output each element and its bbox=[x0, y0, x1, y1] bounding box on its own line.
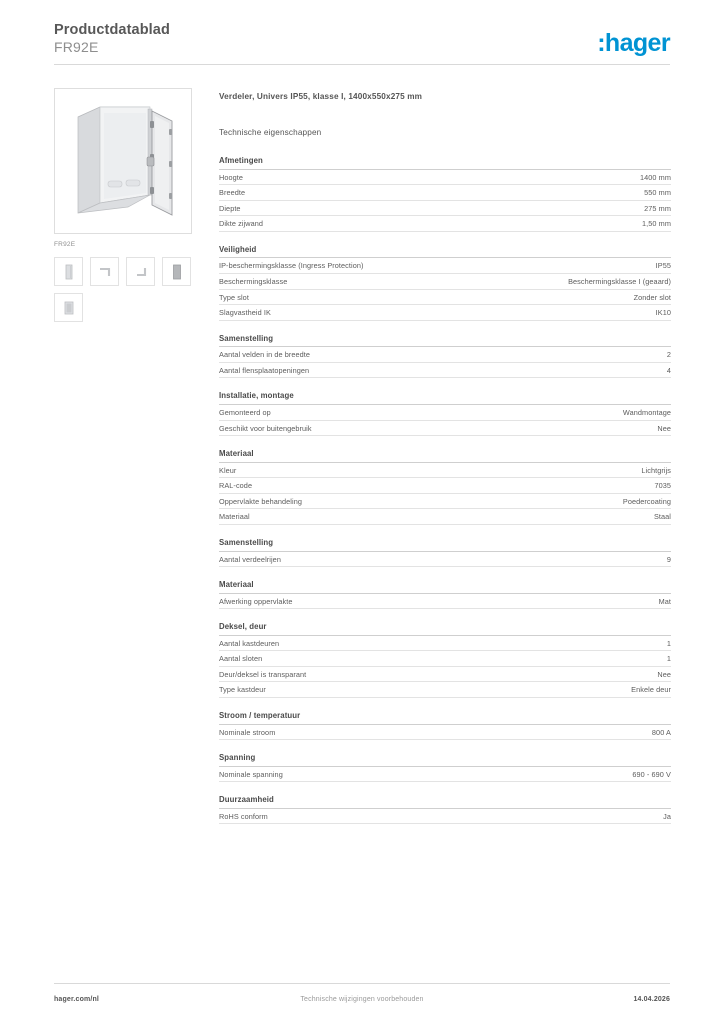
spec-value: Lichtgrijs bbox=[641, 465, 671, 475]
spec-label: Hoogte bbox=[219, 172, 244, 182]
spec-row bbox=[219, 305, 671, 321]
spec-value: 9 bbox=[666, 554, 671, 564]
spec-label: Aantal sloten bbox=[219, 654, 263, 664]
spec-value: Zonder slot bbox=[633, 292, 671, 302]
footer-divider bbox=[54, 983, 670, 984]
spec-group-title: Deksel, deur bbox=[219, 622, 671, 636]
spec-row bbox=[219, 682, 671, 698]
thumbnail-cabinet-door[interactable] bbox=[54, 293, 83, 322]
spec-value: IK10 bbox=[655, 308, 671, 318]
product-image-caption: FR92E bbox=[54, 241, 76, 248]
page-header bbox=[54, 22, 670, 66]
spec-label: Materiaal bbox=[219, 512, 250, 522]
spec-row bbox=[219, 405, 671, 421]
spec-row bbox=[219, 767, 671, 783]
page-footer bbox=[54, 996, 670, 1010]
product-image[interactable] bbox=[54, 88, 192, 234]
spec-row bbox=[219, 170, 671, 186]
spec-label: Dikte zijwand bbox=[219, 219, 264, 229]
footer-date: 14.04.2026 bbox=[633, 996, 670, 1003]
product-name: Verdeler, Univers IP55, klasse I, 1400x550x275 mm bbox=[219, 92, 423, 101]
spec-row bbox=[219, 725, 671, 741]
cabinet-front-icon bbox=[59, 262, 79, 282]
thumbnail-bracket-corner-top[interactable] bbox=[90, 257, 119, 286]
spec-label: Aantal verdeelrijen bbox=[219, 554, 281, 564]
spec-value: Poedercoating bbox=[622, 496, 671, 506]
spec-row bbox=[219, 552, 671, 568]
spec-value: 7035 bbox=[654, 481, 671, 491]
spec-row bbox=[219, 809, 671, 825]
spec-label: RoHS conform bbox=[219, 811, 268, 821]
spec-row bbox=[219, 421, 671, 437]
spec-value: 1,50 mm bbox=[642, 219, 671, 229]
bracket-corner-top-icon bbox=[95, 262, 115, 282]
spec-group bbox=[219, 245, 671, 321]
page-title: Productdatablad bbox=[54, 22, 170, 38]
footer-disclaimer: Technische wijzigingen voorbehouden bbox=[300, 996, 424, 1003]
bracket-corner-bottom-icon bbox=[131, 262, 151, 282]
spec-row bbox=[219, 636, 671, 652]
spec-group bbox=[219, 711, 671, 740]
section-intro: Technische eigenschappen bbox=[219, 128, 322, 137]
spec-row bbox=[219, 509, 671, 525]
spec-value: 690 - 690 V bbox=[632, 769, 671, 779]
spec-row bbox=[219, 258, 671, 274]
spec-group-title: Samenstelling bbox=[219, 334, 671, 348]
spec-label: Diepte bbox=[219, 203, 241, 213]
spec-value: Ja bbox=[663, 811, 671, 821]
spec-value: 800 A bbox=[651, 727, 671, 737]
spec-group-title: Stroom / temperatuur bbox=[219, 711, 671, 725]
spec-group-title: Samenstelling bbox=[219, 538, 671, 552]
spec-value: Mat bbox=[658, 596, 671, 606]
spec-label: Slagvastheid IK bbox=[219, 308, 271, 318]
hager-logo: :hager bbox=[597, 29, 670, 57]
thumbnail-cabinet-front[interactable] bbox=[54, 257, 83, 286]
spec-group-title: Afmetingen bbox=[219, 156, 671, 170]
spec-value: 2 bbox=[666, 350, 671, 360]
spec-label: Kleur bbox=[219, 465, 237, 475]
spec-label: Gemonteerd op bbox=[219, 407, 271, 417]
spec-label: Deur/deksel is transparant bbox=[219, 669, 307, 679]
spec-row bbox=[219, 290, 671, 306]
spec-value: 1 bbox=[666, 638, 671, 648]
spec-label: Aantal kastdeuren bbox=[219, 638, 280, 648]
spec-value: 4 bbox=[666, 365, 671, 375]
spec-value: 275 mm bbox=[644, 203, 671, 213]
spec-value: 1 bbox=[666, 654, 671, 664]
spec-row bbox=[219, 216, 671, 232]
spec-row bbox=[219, 347, 671, 363]
cabinet-door-icon bbox=[59, 298, 79, 318]
spec-value: 1400 mm bbox=[640, 172, 671, 182]
thumbnail-strip bbox=[54, 257, 198, 322]
page-subtitle: FR92E bbox=[54, 39, 99, 55]
spec-label: Type kastdeur bbox=[219, 685, 266, 695]
spec-value: Nee bbox=[657, 423, 671, 433]
thumbnail-cabinet-dark[interactable] bbox=[162, 257, 191, 286]
header-divider bbox=[54, 64, 670, 65]
spec-group bbox=[219, 538, 671, 567]
spec-label: Breedte bbox=[219, 188, 246, 198]
spec-group bbox=[219, 334, 671, 379]
spec-label: Beschermingsklasse bbox=[219, 276, 288, 286]
spec-group-title: Materiaal bbox=[219, 580, 671, 594]
spec-row bbox=[219, 478, 671, 494]
spec-group bbox=[219, 156, 671, 232]
spec-value: IP55 bbox=[655, 261, 671, 271]
spec-label: IP-beschermingsklasse (Ingress Protection) bbox=[219, 261, 364, 271]
cabinet-dark-icon bbox=[167, 262, 187, 282]
spec-value: Beschermingsklasse I (geaard) bbox=[568, 276, 671, 286]
spec-group-title: Materiaal bbox=[219, 449, 671, 463]
spec-value: Enkele deur bbox=[631, 685, 671, 695]
spec-value: Staal bbox=[653, 512, 671, 522]
spec-group-title: Spanning bbox=[219, 753, 671, 767]
spec-label: Geschikt voor buitengebruik bbox=[219, 423, 312, 433]
spec-group bbox=[219, 391, 671, 436]
spec-group-title: Duurzaamheid bbox=[219, 795, 671, 809]
spec-label: Aantal flensplaatopeningen bbox=[219, 365, 310, 375]
spec-group bbox=[219, 622, 671, 698]
spec-value: 550 mm bbox=[644, 188, 671, 198]
spec-group bbox=[219, 449, 671, 525]
spec-row bbox=[219, 363, 671, 379]
spec-groups bbox=[219, 156, 671, 824]
spec-row bbox=[219, 494, 671, 510]
spec-value: Nee bbox=[657, 669, 671, 679]
spec-group bbox=[219, 753, 671, 782]
spec-group bbox=[219, 580, 671, 609]
spec-group bbox=[219, 795, 671, 824]
spec-value: Wandmontage bbox=[622, 407, 671, 417]
spec-row bbox=[219, 201, 671, 217]
spec-row bbox=[219, 463, 671, 479]
spec-label: Nominale stroom bbox=[219, 727, 276, 737]
spec-label: Oppervlakte behandeling bbox=[219, 496, 302, 506]
spec-label: Afwerking oppervlakte bbox=[219, 596, 293, 606]
spec-label: Type slot bbox=[219, 292, 249, 302]
spec-label: RAL-code bbox=[219, 481, 253, 491]
spec-row bbox=[219, 274, 671, 290]
spec-label: Aantal velden in de breedte bbox=[219, 350, 311, 360]
cabinet-illustration bbox=[64, 99, 182, 223]
spec-row bbox=[219, 185, 671, 201]
spec-row bbox=[219, 594, 671, 610]
spec-row bbox=[219, 667, 671, 683]
specifications-column bbox=[219, 92, 671, 824]
spec-group-title: Veiligheid bbox=[219, 245, 671, 259]
spec-label: Nominale spanning bbox=[219, 769, 283, 779]
spec-row bbox=[219, 651, 671, 667]
spec-group-title: Installatie, montage bbox=[219, 391, 671, 405]
media-column bbox=[54, 88, 194, 322]
thumbnail-bracket-corner-bottom[interactable] bbox=[126, 257, 155, 286]
footer-website[interactable]: hager.com/nl bbox=[54, 996, 99, 1003]
